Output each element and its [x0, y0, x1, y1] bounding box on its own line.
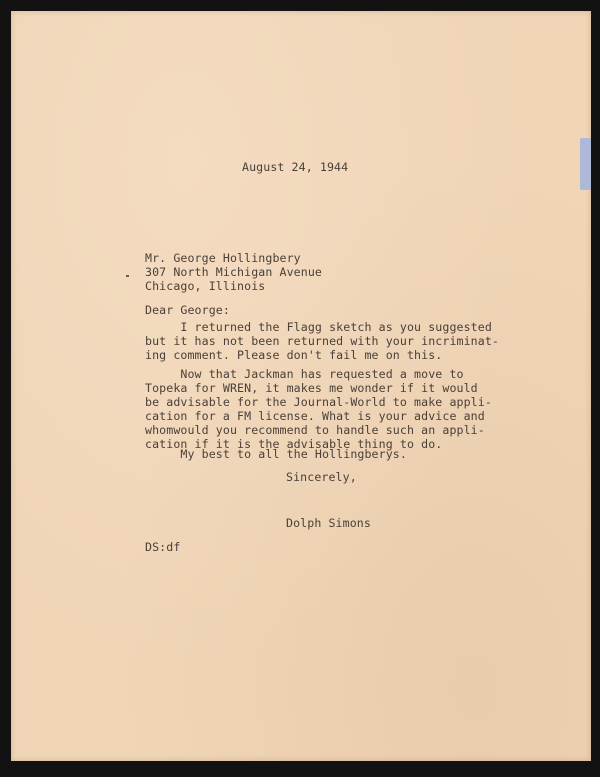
paragraph-line: whomwould you recommend to handle such an appli-: [145, 423, 485, 437]
paragraph-line: cation if it is the advisable thing to do.: [145, 437, 443, 451]
recipient-street: 307 North Michigan Avenue: [145, 265, 323, 279]
letter-date: August 24, 1944: [242, 160, 349, 174]
paragraph-line: I returned the Flagg sketch as you suggested: [145, 320, 492, 334]
paragraph-line: but it has not been returned with your incriminat-: [145, 334, 500, 348]
paragraph-1: [145, 320, 499, 362]
paragraph-line: My best to all the Hollingberys.: [145, 447, 407, 461]
paper-clip-tab: [580, 138, 591, 190]
paragraph-3: [145, 447, 407, 461]
paragraph-line: Topeka for WREN, it makes me wonder if it would: [145, 381, 478, 395]
signature-name: Dolph Simons: [286, 516, 371, 530]
closing: Sincerely,: [286, 470, 357, 484]
recipient-city: Chicago, Illinois: [145, 279, 266, 293]
paragraph-line: cation for a FM license. What is your advice and: [145, 409, 485, 423]
paragraph-line: Now that Jackman has requested a move to: [145, 367, 464, 381]
recipient-address: [145, 251, 322, 293]
paragraph-2: [145, 367, 492, 451]
paragraph-line: be advisable for the Journal-World to make appli-: [145, 395, 492, 409]
stray-mark: [126, 275, 129, 277]
salutation: Dear George:: [145, 303, 230, 317]
recipient-name: Mr. George Hollingbery: [145, 251, 301, 265]
paragraph-line: ing comment. Please don't fail me on this.: [145, 348, 443, 362]
typist-initials: DS:df: [145, 540, 181, 554]
